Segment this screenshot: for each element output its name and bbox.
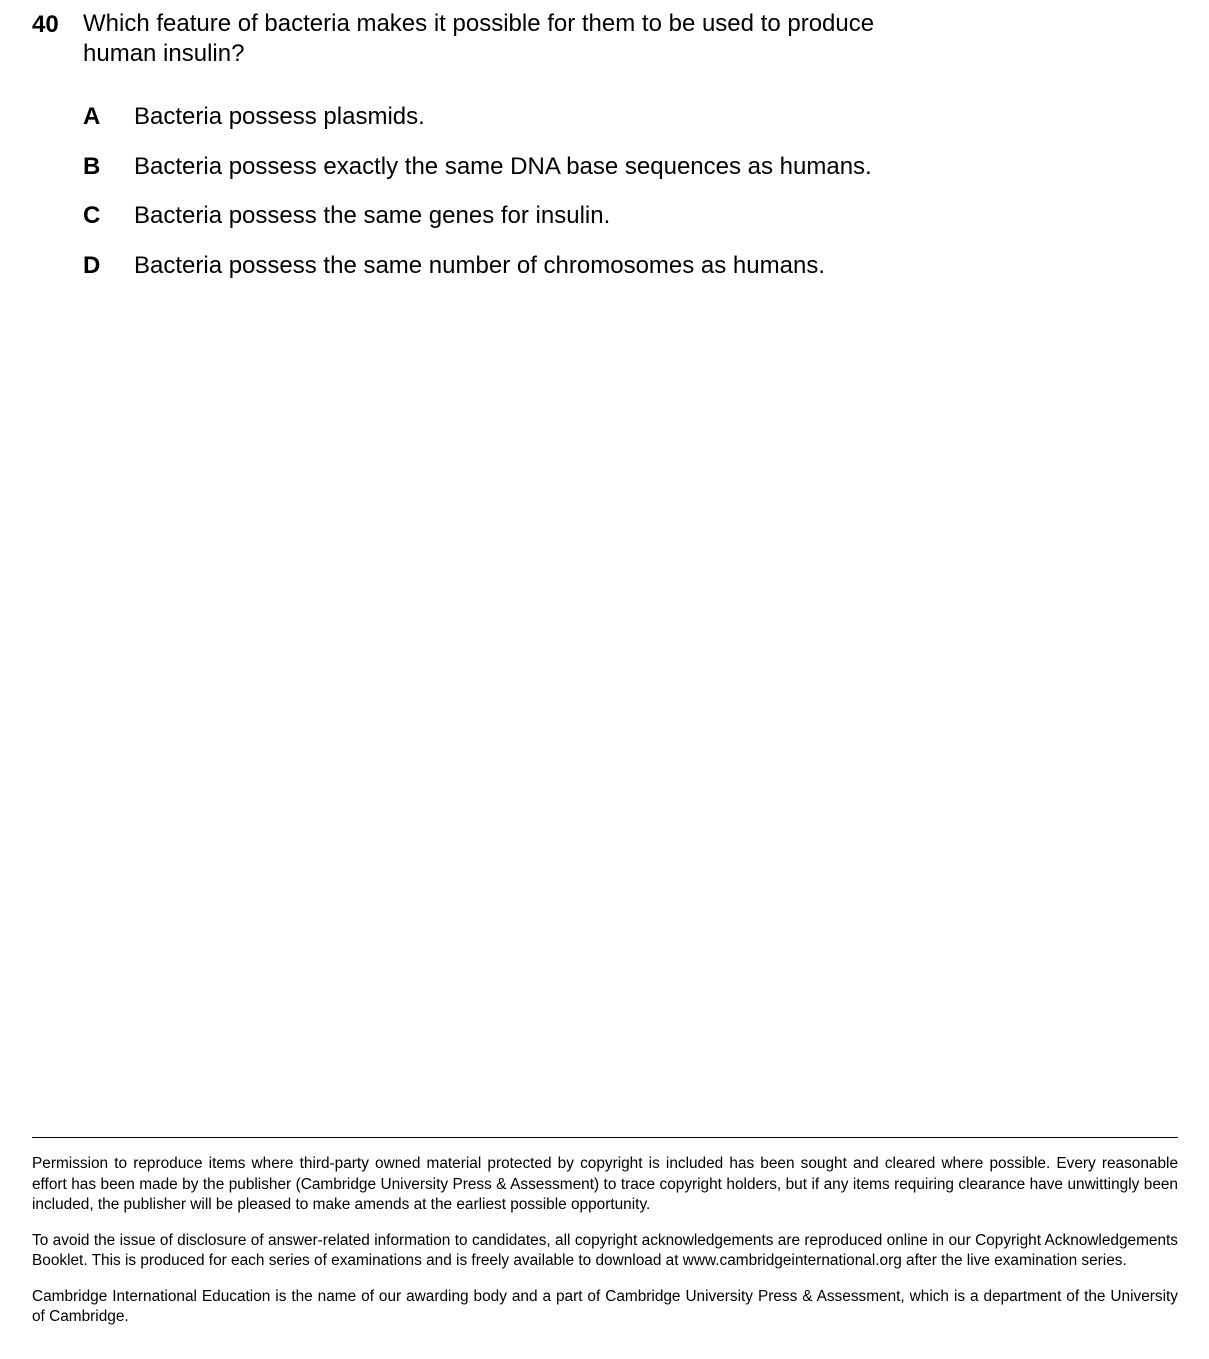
awarding-body-notice: Cambridge International Education is the name of our awarding body and a part of Cambridge University Press & Assessment, which is a department of the University of Cambridge. bbox=[32, 1287, 1178, 1325]
acknowledgements-notice: To avoid the issue of disclosure of answer-related information to candidates, all copyright acknowledgements are reproduced online in our Copyright Acknowledgements Booklet. This is produced for each series of examinations and is freely available to download at www.cambridgeinternational.org after the live examination series. bbox=[32, 1231, 1178, 1269]
option-text: Bacteria possess exactly the same DNA base sequences as humans. bbox=[134, 152, 872, 180]
question-number: 40 bbox=[32, 11, 59, 38]
option-letter: D bbox=[83, 252, 101, 280]
option-text: Bacteria possess plasmids. bbox=[134, 103, 425, 130]
option-text: Bacteria possess the same number of chromosomes as humans. bbox=[134, 252, 825, 280]
option-letter: A bbox=[83, 103, 101, 130]
copyright-footer bbox=[32, 1137, 1178, 1343]
question-stem: Which feature of bacteria makes it possible for them to be used to produce human insulin? bbox=[83, 10, 875, 67]
footer-divider bbox=[32, 1137, 1178, 1138]
option-text: Bacteria possess the same genes for insulin. bbox=[134, 202, 611, 230]
permission-notice: Permission to reproduce items where third-party owned material protected by copyright is included has been sought and cleared where possible. Every reasonable effort has been made by the publisher (Cambridge University Press & Assessment) to trace copyright holders, but if any items requiring clearance have unwittingly been included, the publisher will be pleased to make amends at the earliest possible opportunity. bbox=[32, 1155, 1178, 1213]
option-letter: B bbox=[83, 152, 101, 180]
option-letter: C bbox=[83, 202, 101, 230]
